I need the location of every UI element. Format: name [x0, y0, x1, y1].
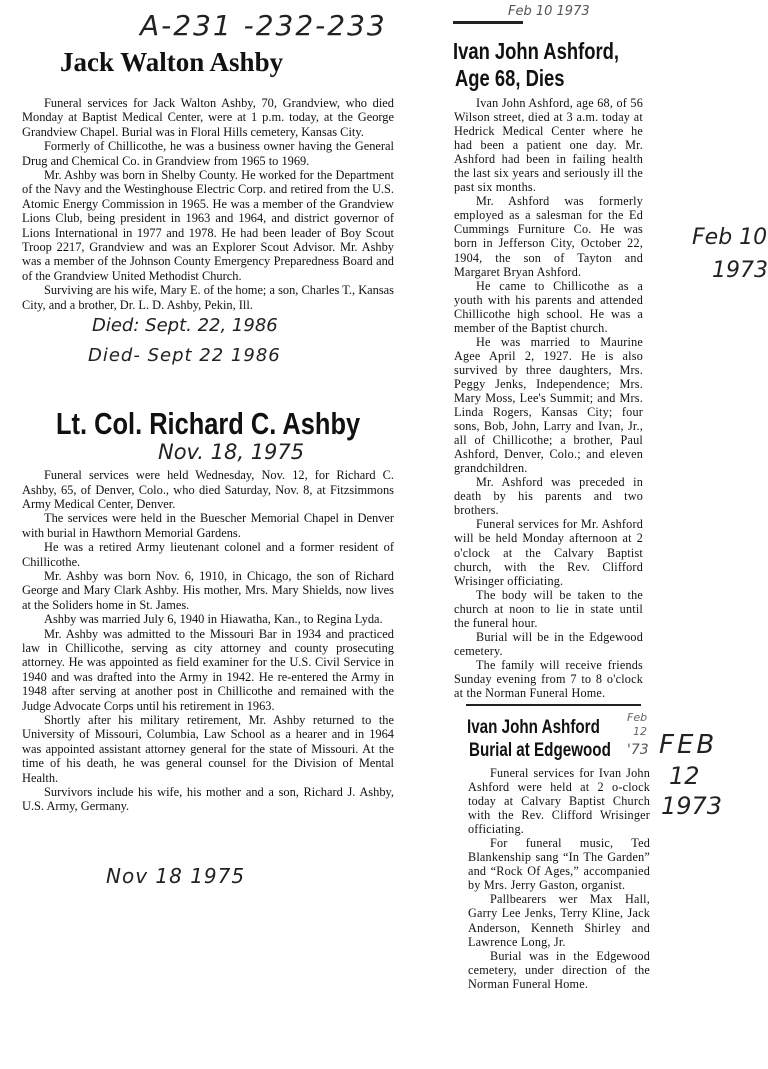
obituary-title: Burial at Edgewood — [469, 740, 611, 762]
paragraph: He was married to Maurine Agee April 2, 1927. He is also survived by three daughters, Mrs. Peggy Jenks, Independence; Mrs. Mary Moss, Lee's Summit; and Mrs. Linda Rogers, Kansas City; four sons, Bob, John, Larry and Ivan, Jr., all of Chillicothe; a brother, Paul Ashford, Denver, Colo.; and eleven grandchildren. — [454, 334, 643, 476]
clipping-rule — [466, 704, 641, 706]
paragraph: Formerly of Chillicothe, he was a business owner having the General Drug and Chemical Co. in Grandview from 1965 to 1969. — [22, 139, 394, 168]
paragraph: Shortly after his military retirement, Mr. Ashby returned to the University of Missouri, Columbia, Law School as a hearer and in 1964 was appointed assistant attorney general for the state of Missouri. At the time of his death, he was general counsel for the Division of Mental Health. — [22, 713, 394, 785]
date-annotation: '73 — [627, 742, 649, 759]
paragraph: Funeral services for Mr. Ashford will be held Monday afternoon at 2 o'clock at the Calvary Baptist church, with the Rev. Clifford Wrisinger officiating. — [454, 517, 643, 588]
clipping-rule — [453, 21, 523, 24]
paragraph: Pallbearers wer Max Hall, Garry Lee Jenks, Terry Kline, Jack Anderson, Kenneth Shirley and Lawrence Long, Jr. — [468, 892, 650, 949]
paragraph: Funeral services for Ivan John Ashford were held at 2 o-clock today at Calvary Baptist Church with the Rev. Clifford Wrisinger officiating. — [468, 766, 650, 837]
paragraph: Burial will be in the Edgewood cemetery. — [454, 629, 643, 658]
death-date-annotation: Died- Sept 22 1986 — [88, 345, 281, 367]
date-annotation: 12 — [669, 762, 700, 791]
obituary-title: Ivan John Ashford — [467, 717, 600, 739]
paragraph: Ashby was married July 6, 1940 in Hiawatha, Kan., to Regina Lyda. — [44, 612, 383, 627]
paragraph: Burial was in the Edgewood cemetery, under direction of the Norman Funeral Home. — [468, 948, 650, 991]
paragraph: The family will receive friends Sunday evening from 7 to 8 o'clock at the Norman Funeral Home. — [454, 657, 643, 700]
date-annotation: FEB — [659, 730, 718, 761]
paragraph: Mr. Ashford was formerly employed as a salesman for the Ed Cummings Furniture Co. He was born in Jefferson City, October 22, 1904, the son of Tayton and Margaret Bryan Ashford. — [454, 194, 643, 279]
date-annotation: Feb — [627, 711, 648, 725]
paragraph: Mr. Ashford was preceded in death by his parents and two brothers. — [454, 475, 643, 518]
paragraph: Funeral services were held Wednesday, Nov. 12, for Richard C. Ashby, 65, of Denver, Colo., who died Saturday, Nov. 8, at Fitzsimmons Army Medical Center, Denver. — [22, 468, 394, 511]
date-annotation: 1973 — [661, 792, 723, 821]
date-annotation: Nov 18 1975 — [106, 863, 246, 888]
obituary-title: Age 68, Dies — [455, 65, 565, 91]
obituary-title: Jack Walton Ashby — [60, 47, 284, 77]
paragraph: He was a retired Army lieutenant colonel and a former resident of Chillicothe. — [22, 540, 394, 569]
obituary-title: Ivan John Ashford, — [453, 38, 619, 64]
death-date-annotation: Died: Sept. 22, 1986 — [92, 315, 278, 337]
obituary-body-richard — [22, 468, 394, 814]
paragraph: Mr. Ashby was born Nov. 6, 1910, in Chicago, the son of Richard George and Mary Clark Ashby. His mother, Mrs. Mary Shields, now lives at the Soliders home in St. James. — [22, 568, 394, 612]
left-column — [22, 0, 394, 888]
paragraph: The services were held in the Buescher Memorial Chapel in Denver with burial in Hawthorn Memorial Gardens. — [22, 511, 394, 540]
catalog-number-annotation: A-231 -232-233 — [140, 9, 387, 42]
paragraph: He came to Chillicothe as a youth with his parents and attended Chillicothe high school. He was a member of the Baptist church. — [454, 278, 643, 335]
paragraph: Ivan John Ashford, age 68, of 56 Wilson street, died at 3 a.m. today at Hedrick Medical Center where he had been a patient one day. Mr. Ashford had been in failing health the last six years and seriously ill the past six months. — [454, 96, 643, 195]
date-annotation: 1973 — [712, 258, 768, 283]
date-annotation: Feb 10 1973 — [508, 4, 590, 19]
paragraph: Mr. Ashby was admitted to the Missouri Bar in 1934 and practiced law in Chillicothe, serving as city attorney and county prosecuting attorney. He was appointed as field examiner for the U.S. Civil Service in 1940 and was drafted into the Army in 1942. He re-entered the Army in 1948 after serving at another post in Chillicothe and remained with the Judge Advocate Corps until his retirement in 1963. — [22, 626, 394, 713]
paragraph: Mr. Ashby was born in Shelby County. He worked for the Department of the Navy and the Westinghouse Electric Corp. and retired from the U.S. Atomic Energy Commission in 1965. He was a member of the Grandview Lions Club, being president in 1963 and 1964, and district governor of Lions International in 1977 and 1978. He had been leader of Boy Scout Troop 2217, Grandview and was an Explorer Scout Advisor. Mr. Ashby was a member of the Johnson County Emergency Preparedness Board and of the Grandview United Methodist Church. — [22, 168, 394, 283]
paragraph: Survivors include his wife, his mother and a son, Richard J. Ashby, U.S. Army, Germany. — [22, 785, 394, 814]
obituary-body-jack — [22, 96, 394, 312]
paragraph: For funeral music, Ted Blankenship sang “In The Garden” and “Rock Of Ages,” accompanied by Mrs. Jerry Gaston, organist. — [468, 836, 650, 893]
date-annotation: Feb 10 — [692, 225, 768, 250]
paragraph: Funeral services for Jack Walton Ashby, 70, Grandview, who died Monday at Baptist Medical Center, were at 1 p.m. today, at the George Grandview Chapel. Burial was in Floral Hills cemetery, Kansas City. — [22, 96, 394, 139]
obituary-body-ivan-burial — [468, 766, 650, 991]
obituary-title: Lt. Col. Richard C. Ashby — [56, 406, 361, 442]
paragraph: Surviving are his wife, Mary E. of the home; a son, Charles T., Kansas City, and a brother, Dr. L. D. Ashby, Pekin, Ill. — [22, 283, 394, 312]
date-annotation: 12 — [633, 725, 647, 739]
right-column — [453, 0, 723, 991]
obituary-body-ivan — [453, 96, 643, 700]
paragraph: The body will be taken to the church at noon to lie in state until the funeral hour. — [454, 587, 643, 630]
date-annotation: Nov. 18, 1975 — [158, 440, 305, 465]
